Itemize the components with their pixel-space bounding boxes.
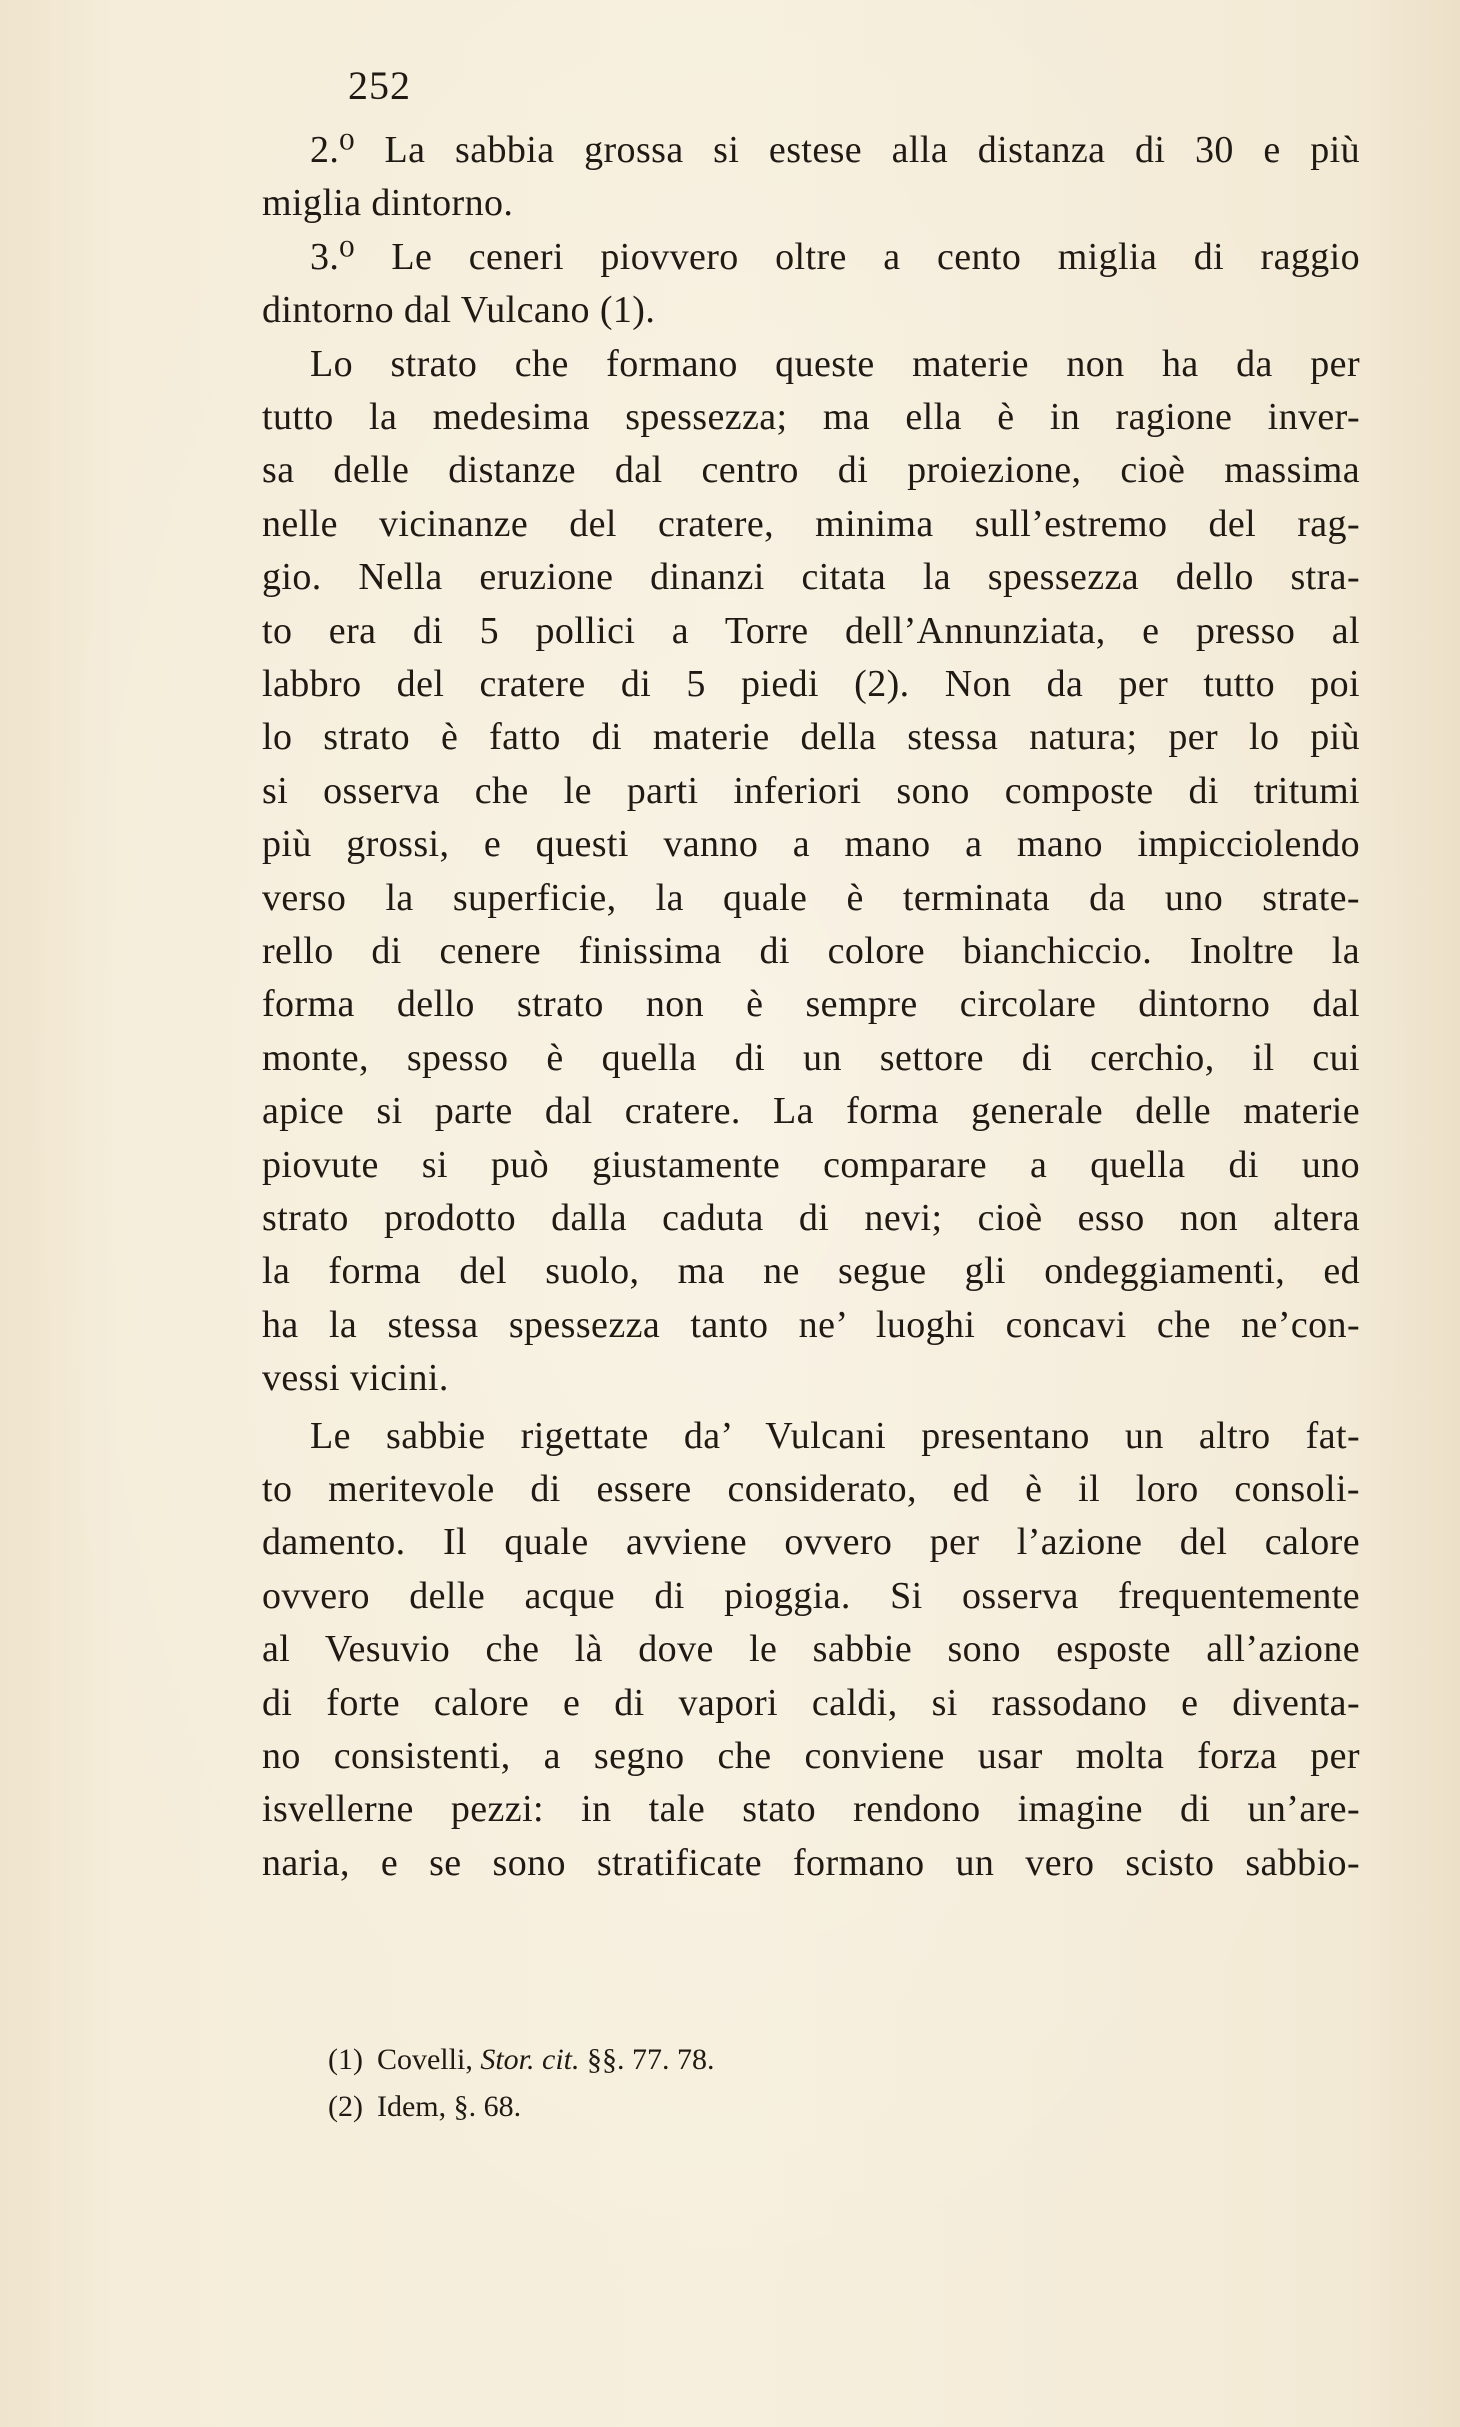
text-line: lo strato è fatto di materie della stessa natura; per lo più [262, 716, 1360, 759]
text-line: naria, e se sono stratificate formano un vero scisto sabbio- [262, 1841, 1360, 1884]
text-line: to meritevole di essere considerato, ed è il loro consoli- [262, 1468, 1360, 1510]
text-line: dintorno dal Vulcano (1). [262, 289, 656, 332]
text-line: to era di 5 pollici a Torre dell’Annunziata, e presso al [262, 609, 1360, 652]
text-line: 2.⁰ La sabbia grossa si estese alla distanza di 30 e più [310, 129, 1360, 171]
text-line: no consistenti, a segno che conviene usar molta forza per [262, 1735, 1360, 1777]
footnote-text: Covelli, [376, 2043, 481, 2076]
text-line: ovvero delle acque di pioggia. Si osserva frequentemente [262, 1574, 1360, 1617]
text-line: damento. Il quale avviene ovvero per l’azione del calore [262, 1521, 1360, 1564]
text-line: labbro del cratere di 5 piedi (2). Non da per tutto poi [262, 663, 1360, 705]
text-line: Le sabbie rigettate da’ Vulcani presentano un altro fat- [310, 1414, 1360, 1457]
text-line: la forma del suolo, ma ne segue gli ondeggiamenti, ed [262, 1250, 1360, 1293]
page-number: 252 [348, 63, 411, 108]
footnote-italic: Stor. cit. [480, 2043, 580, 2076]
text-line: vessi vicini. [262, 1357, 449, 1400]
text-line: tutto la medesima spessezza; ma ella è in ragione inver- [262, 396, 1360, 438]
footnote-2 [328, 2087, 521, 2127]
text-line: strato prodotto dalla caduta di nevi; cioè esso non altera [262, 1197, 1360, 1239]
text-line: Lo strato che formano queste materie non ha da per [310, 342, 1360, 385]
text-line: al Vesuvio che là dove le sabbie sono esposte all’azione [262, 1628, 1360, 1671]
text-line: miglia dintorno. [262, 182, 514, 225]
text-line: nelle vicinanze del cratere, minima sull’estremo del rag- [262, 502, 1360, 545]
text-line: gio. Nella eruzione dinanzi citata la spessezza dello stra- [262, 556, 1360, 599]
text-line: più grossi, e questi vanno a mano a mano impicciolendo [262, 823, 1360, 866]
text-line: rello di cenere finissima di colore bianchiccio. Inoltre la [262, 930, 1360, 972]
text-line: apice si parte dal cratere. La forma generale delle materie [262, 1090, 1360, 1133]
text-line: di forte calore e di vapori caldi, si rassodano e diventa- [262, 1681, 1360, 1724]
text-line: ha la stessa spessezza tanto ne’ luoghi concavi che ne’con- [262, 1303, 1360, 1346]
footnote-ref: (1) [328, 2043, 363, 2076]
text-line: monte, spesso è quella di un settore di cerchio, il cui [262, 1036, 1360, 1079]
text-line: sa delle distanze dal centro di proiezione, cioè massima [262, 449, 1360, 492]
text-line: 3.⁰ Le ceneri piovvero oltre a cento miglia di raggio [310, 235, 1360, 278]
text-line: forma dello strato non è sempre circolare dintorno dal [262, 983, 1360, 1026]
footnote-ref: (2) [328, 2090, 363, 2123]
footnote-1 [328, 2040, 715, 2080]
footnote-text: §§. 77. 78. [579, 2043, 715, 2076]
text-line: isvellerne pezzi: in tale stato rendono imagine di un’are- [262, 1788, 1360, 1831]
footnote-text: Idem, §. 68. [376, 2090, 522, 2123]
text-line: piovute si può giustamente comparare a quella di uno [262, 1143, 1360, 1186]
text-line: verso la superficie, la quale è terminata da uno strate- [262, 876, 1360, 919]
text-line: si osserva che le parti inferiori sono composte di tritumi [262, 769, 1360, 812]
